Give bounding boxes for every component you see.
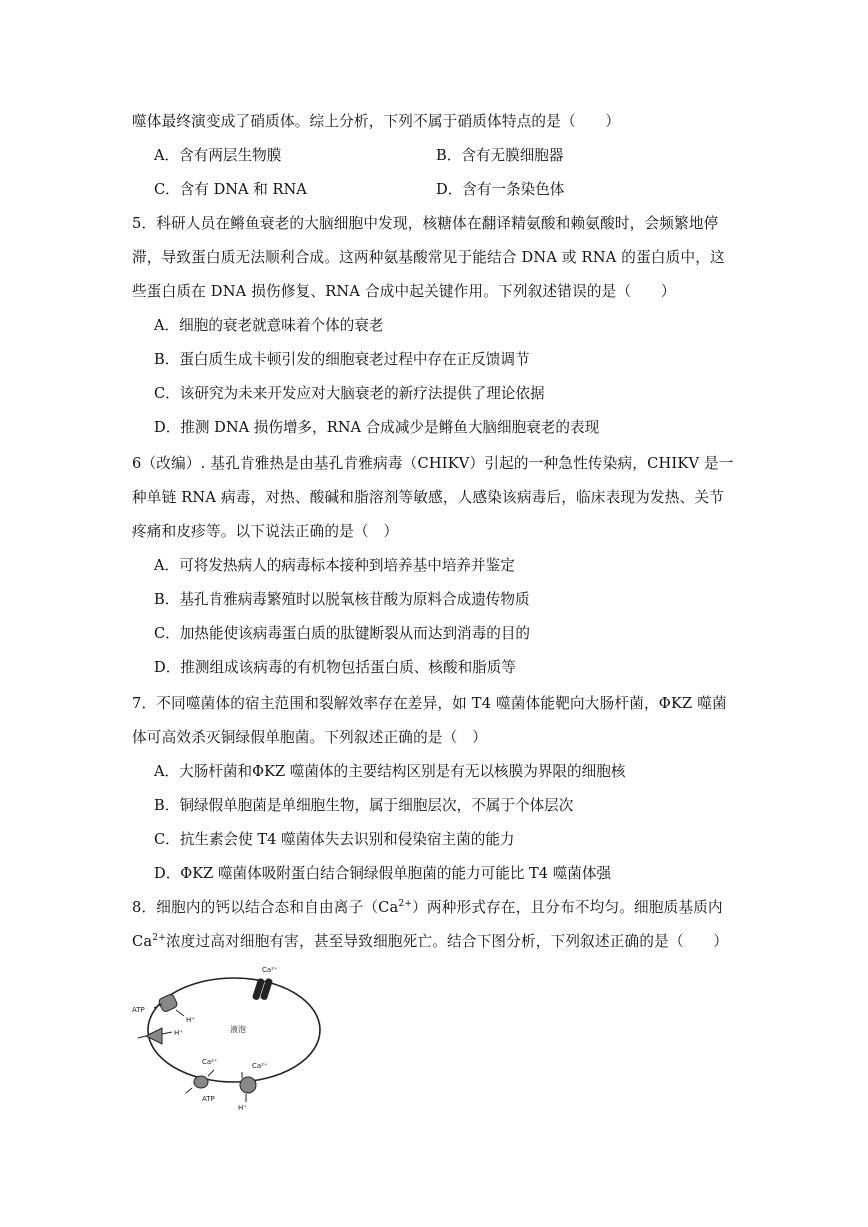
q4-option-a[interactable]: A．含有两层生物膜 [154, 147, 282, 164]
q6-option-d[interactable]: D．推测组成该病毒的有机物包括蛋白质、核酸和脂质等 [154, 659, 516, 676]
q6-option-c[interactable]: C．加热能使该病毒蛋白质的肽键断裂从而达到消毒的目的 [154, 625, 531, 642]
q4-option-c[interactable]: C．含有 DNA 和 RNA [154, 181, 307, 198]
h-bottom-label: H⁺ [238, 1104, 247, 1112]
q5-stem-line-3: 些蛋白质在 DNA 损伤修复、RNA 合成中起关键作用。下列叙述错误的是（ ） [132, 283, 676, 300]
q6-option-a[interactable]: A．可将发热病人的病毒标本接种到培养基中培养并鉴定 [154, 557, 515, 574]
calcium-channel-top [252, 978, 273, 1001]
q5-option-b[interactable]: B．蛋白质生成卡顿引发的细胞衰老过程中存在正反馈调节 [154, 351, 530, 368]
q8-stem-line-2 [132, 932, 728, 952]
q6-option-b[interactable]: B．基孔肯雅病毒繁殖时以脱氧核苷酸为原料合成遗传物质 [154, 591, 530, 608]
h-left-1-label: H⁺ [186, 1016, 195, 1024]
q5-stem-line-1: 5．科研人员在鳉鱼衰老的大脑细胞中发现，核糖体在翻译精氨酸和赖氨酸时，会频繁地停 [132, 215, 719, 232]
q8-stem-2-sup: 2+ [152, 933, 166, 944]
q6-stem-line-1: 6（改编）. 基孔肯雅热是由基孔肯雅病毒（CHIKV）引起的一种急性传染病，CHIKV 是一 [132, 455, 734, 472]
q6-stem-line-2: 种单链 RNA 病毒，对热、酸碱和脂溶剂等敏感，人感染该病毒后，临床表现为发热、关节 [132, 489, 724, 506]
q8-stem-1-post: ）两种形式存在，且分布不均匀。细胞质基质内 [412, 899, 723, 916]
q7-option-c[interactable]: C．抗生素会使 T4 噬菌体失去识别和侵染宿主菌的能力 [154, 831, 515, 848]
q4-option-d[interactable]: D．含有一条染色体 [436, 181, 565, 198]
q8-stem-2-pre: Ca [132, 933, 153, 950]
q7-stem-line-1: 7．不同噬菌体的宿主范围和裂解效率存在差异，如 T4 噬菌体能靶向大肠杆菌，ΦKZ 噬菌 [132, 695, 727, 712]
q4-option-b[interactable]: B．含有无膜细胞器 [436, 147, 564, 164]
q7-option-a[interactable]: A．大肠杆菌和ΦKZ 噬菌体的主要结构区别是有无以核膜为界限的细胞核 [154, 763, 626, 780]
h-left-2-label: H⁺ [174, 1029, 183, 1037]
q5-stem-line-2: 滞，导致蛋白质无法顺利合成。这两种氨基酸常见于能结合 DNA 或 RNA 的蛋白质中，这 [132, 249, 725, 266]
q8-stem-1-sup: 2+ [398, 899, 413, 910]
vacuole-label: 液泡 [230, 1025, 246, 1034]
q5-option-c[interactable]: C．该研究为未来开发应对大脑衰老的新疗法提供了理论依据 [154, 385, 545, 402]
ca-bottom-right-label: Ca²⁺ [252, 1062, 268, 1070]
q7-option-d[interactable]: D．ΦKZ 噬菌体吸附蛋白结合铜绿假单胞菌的能力可能比 T4 噬菌体强 [154, 865, 612, 882]
q8-stem-2-post: 浓度过高对细胞有害，甚至导致细胞死亡。结合下图分析，下列叙述正确的是（ ） [165, 933, 729, 950]
vacuole-figure [128, 960, 328, 1112]
q8-stem-line-1 [132, 898, 723, 918]
q8-stem-1-pre: 8．细胞内的钙以结合态和自由离子（Ca [132, 899, 399, 916]
atp-left-label: ATP [132, 1006, 145, 1014]
calcium-pump-bottom-left [186, 1070, 214, 1093]
ca-bottom-left-label: Ca²⁺ [202, 1058, 218, 1066]
q4-stem: 噬体最终演变成了硝质体。综上分析，下列不属于硝质体特点的是（ ） [132, 113, 621, 130]
transporter-left-lower [138, 1028, 172, 1044]
ca-top-label: Ca²⁺ [262, 966, 278, 974]
q6-stem-line-3: 疼痛和皮疹等。以下说法正确的是（ ） [132, 523, 399, 540]
q7-option-b[interactable]: B．铜绿假单胞菌是单细胞生物，属于细胞层次，不属于个体层次 [154, 797, 574, 814]
q7-stem-line-2: 体可高效杀灭铜绿假单胞菌。下列叙述正确的是（ ） [132, 729, 488, 746]
calcium-antiporter-bottom-right [240, 1072, 256, 1102]
q5-option-a[interactable]: A．细胞的衰老就意味着个体的衰老 [154, 317, 384, 334]
atp-bottom-label: ATP [202, 1095, 215, 1103]
q5-option-d[interactable]: D．推测 DNA 损伤增多，RNA 合成减少是鳉鱼大脑细胞衰老的表现 [154, 419, 600, 436]
